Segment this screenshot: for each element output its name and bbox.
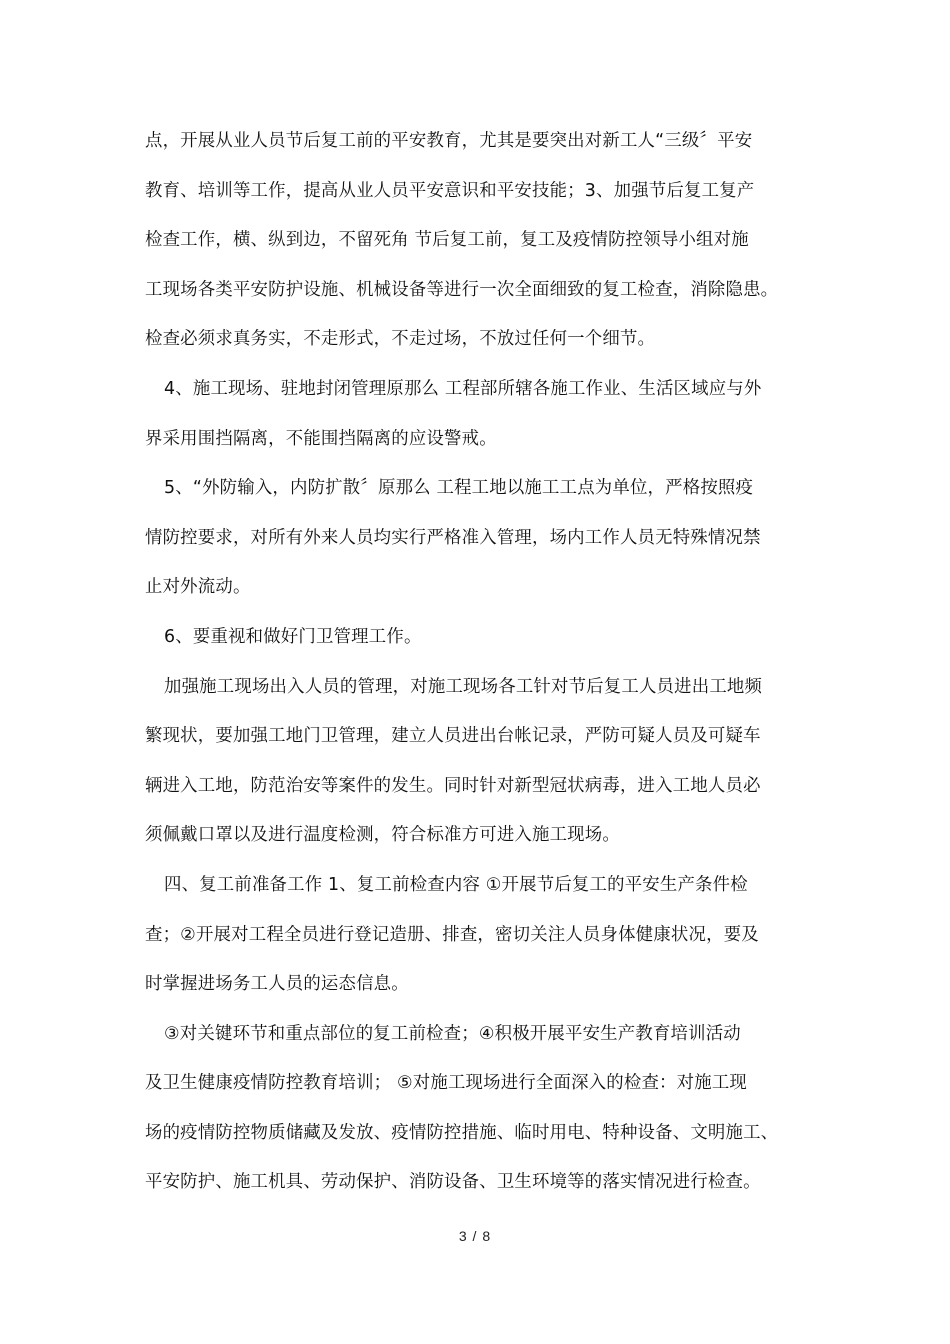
text-line: 场的疫情防控物质储藏及发放、疫情防控措施、临时用电、特种设备、文明施工、 [145,1122,779,1143]
text-line: 四、复工前准备工作 1、复工前检查内容 ①开展节后复工的平安生产条件检 [164,874,748,895]
text-line: 加强施工现场出入人员的管理，对施工现场各工针对节后复工人员进出工地频 [164,676,763,697]
text-line: 繁现状，要加强工地门卫管理，建立人员进出台帐记录，严防可疑人员及可疑车 [145,726,761,747]
text-line: ③对关键环节和重点部位的复工前检查；④积极开展平安生产教育培训活动 [164,1023,741,1044]
page-number: 3 / 8 [458,1228,492,1244]
text-line: 及卫生健康疫情防控教育培训； ⑤对施工现场进行全面深入的检查：对施工现 [145,1073,748,1094]
text-line: 平安防护、施工机具、劳动保护、消防设备、卫生环境等的落实情况进行检查。 [145,1172,761,1193]
text-line: 检查工作，横、纵到边，不留死角 节后复工前，复工及疫情防控领导小组对施 [145,230,749,251]
text-line: 时掌握进场务工人员的运态信息。 [145,974,409,995]
text-line: 5、“外防输入，内防扩散〞原那么 工程工地以施工工点为单位，严格按照疫 [164,478,754,499]
text-line: 界采用围挡隔离，不能围挡隔离的应设警戒。 [145,428,497,449]
text-line: 查；②开展对工程全员进行登记造册、排查，密切关注人员身体健康状况，要及 [145,924,759,945]
text-line: 教育、培训等工作，提高从业人员平安意识和平安技能；3、加强节后复工复产 [145,180,755,201]
text-line: 4、施工现场、驻地封闭管理原那么 工程部所辖各施工作业、生活区域应与外 [164,378,762,399]
text-line: 6、要重视和做好门卫管理工作。 [164,626,422,647]
text-line: 辆进入工地，防范治安等案件的发生。同时针对新型冠状病毒，进入工地人员必 [145,775,761,796]
text-line: 须佩戴口罩以及进行温度检测，符合标准方可进入施工现场。 [145,825,620,846]
text-line: 情防控要求，对所有外来人员均实行严格准入管理，场内工作人员无特殊情况禁 [145,527,761,548]
text-line: 点，开展从业人员节后复工前的平安教育，尤其是要突出对新工人“三级〞平安 [145,131,753,151]
text-line: 检查必须求真务实，不走形式，不走过场，不放过任何一个细节。 [145,329,656,350]
text-line: 工现场各类平安防护设施、机械设备等进行一次全面细致的复工检查，消除隐患。 [145,279,779,300]
text-line: 止对外流动。 [145,577,251,598]
body-text [145,117,813,1208]
